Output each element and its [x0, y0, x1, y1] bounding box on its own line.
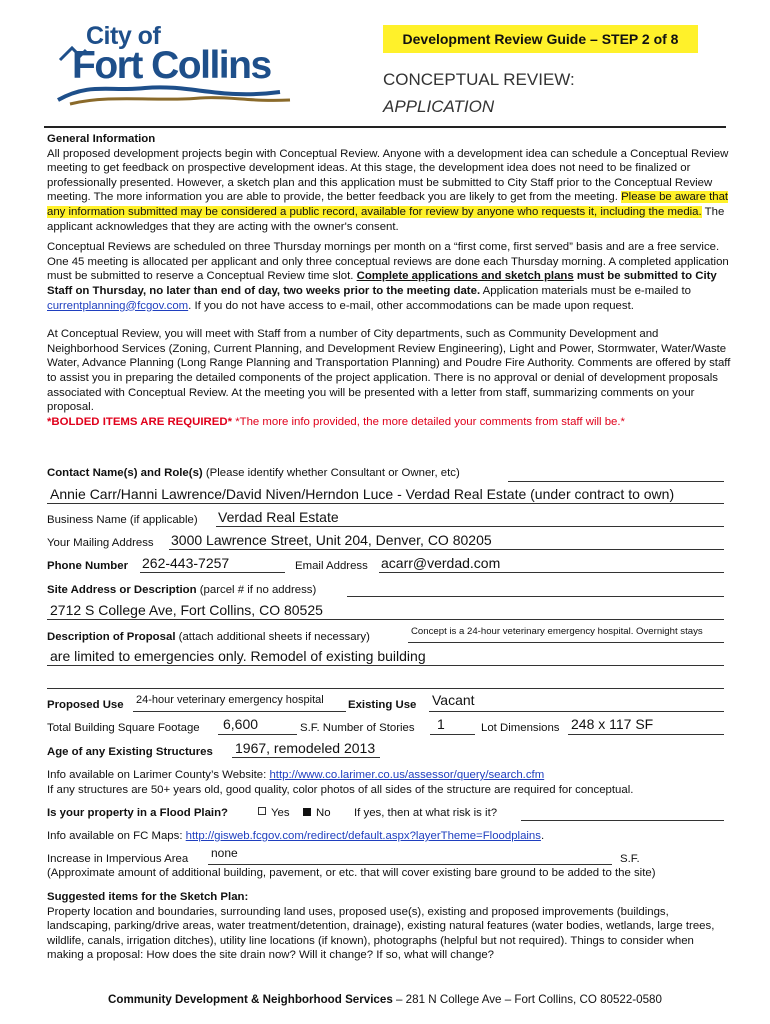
description-hint: (attach additional sheets if necessary) [178, 631, 370, 643]
photos-note: If any structures are 50+ years old, good quality, color photos of all sides of the structure are required for conceptual. [47, 784, 634, 796]
contact-label: Contact Name(s) and Role(s) [47, 467, 203, 479]
sqft-field[interactable]: 6,600 [223, 716, 259, 732]
description-underline-3 [47, 688, 724, 689]
business-label: Business Name (if applicable) [47, 514, 198, 526]
general-p2-bold: must be submitted to City Staff on Thursday, no later than end of day, two weeks prior to the meeting date. [47, 270, 717, 297]
logo-city-text: City of [86, 22, 161, 50]
general-p2: Conceptual Reviews are scheduled on three Thursday mornings per month on a “first come, first served” basis and are a free service. One 45 meeting is allocated per applicant and only three conceptual reviews are done each Thursday morning. A completed application must be submitted to reserve a Conceptual Review time slot. [47, 241, 729, 283]
contact-underline-2 [47, 503, 724, 504]
page-footer [0, 993, 770, 1006]
site-label: Site Address or Description [47, 584, 197, 596]
existing-use-field[interactable]: Vacant [432, 692, 475, 708]
contact-hint: (Please identify whether Consultant or Owner, etc) [205, 467, 460, 479]
contact-label-group [47, 467, 460, 479]
email-link[interactable]: currentplanning@fcgov.com [47, 299, 189, 312]
lot-field[interactable]: 248 x 117 SF [571, 716, 654, 732]
site-field[interactable]: 2712 S College Ave, Fort Collins, CO 80525 [50, 602, 323, 618]
mailing-label: Your Mailing Address [47, 537, 154, 549]
flood-yes-option[interactable] [258, 807, 290, 819]
sqft-underline [218, 734, 297, 735]
impervious-label: Increase in Impervious Area [47, 853, 189, 865]
mailing-underline [169, 549, 724, 550]
footer-address: – 281 N College Ave – Fort Collins, CO 80522-0580 [392, 993, 662, 1006]
footer-dept: Community Development & Neighborhood Services [108, 993, 393, 1006]
email-underline [379, 572, 724, 573]
description-underline [408, 642, 724, 643]
flood-risk-underline[interactable] [521, 820, 724, 821]
business-underline [216, 526, 724, 527]
age-field[interactable]: 1967, remodeled 2013 [235, 740, 376, 756]
phone-field[interactable]: 262-443-7257 [142, 555, 230, 571]
age-label: Age of any Existing Structures [47, 746, 213, 758]
sketch-heading: Suggested items for the Sketch Plan: [47, 891, 249, 903]
larimer-info [47, 769, 544, 781]
flood-yes-checkbox[interactable] [258, 807, 266, 815]
page-title: CONCEPTUAL REVIEW: [383, 70, 575, 89]
general-p1-consent: The applicant acknowledges that they are acting with the owner's consent. [47, 205, 725, 233]
lot-underline [568, 734, 724, 735]
general-information-section [47, 132, 732, 429]
impervious-unit: S.F. [620, 853, 640, 865]
site-label-group [47, 584, 316, 596]
phone-label: Phone Number [47, 560, 129, 572]
description-label: Description of Proposal [47, 631, 176, 643]
flood-yes-label: Yes [271, 807, 290, 819]
more-info-notice: *The more info provided, the more detailed your comments from staff will be.* [235, 415, 625, 428]
proposed-use-underline [133, 711, 346, 712]
mailing-field[interactable]: 3000 Lawrence Street, Unit 204, Denver, CO 80205 [171, 532, 492, 548]
email-field[interactable]: acarr@verdad.com [381, 555, 501, 571]
stories-label: S.F. Number of Stories [300, 722, 415, 734]
site-hint: (parcel # if no address) [199, 584, 317, 596]
fcmaps-text: Info available on FC Maps: [47, 830, 183, 842]
sketch-text: Property location and boundaries, surrounding land uses, proposed use(s), existing and proposed improvements (buildings, landscaping, parking/drive areas, water treatment/detention, drainage), existing natural features (water bodies, wetlands, large trees, wildlife, canals, irrigation ditches), utility line locations (if known), photographs (helpful but not required). Things to consider when making a proposal: How does the site drain now? Will it change? If so, what will change? [47, 905, 715, 962]
site-underline-2 [47, 619, 724, 620]
flood-no-option[interactable] [303, 807, 331, 819]
general-p3: At Conceptual Review, you will meet with Staff from a number of City departments, such as Community Development and Neighborhood Services (Zoning, Current Planning, and Development Review Engineering), Light and Power, Stormwater, Water/Waste Water, Advance Planning (Long Range Planning and Transportation Planning) and Poudre Fire Authority. Comments are offered by staff to assist you in preparing the detailed components of the project application. There is no approval or denial of development proposals associated with Conceptual Review. At the meeting you will be presented with a letter from staff, summarizing comments on your proposal. [47, 328, 731, 414]
flood-no-label: No [316, 807, 331, 819]
proposed-use-field[interactable]: 24-hour veterinary emergency hospital [136, 694, 324, 706]
age-underline [232, 757, 380, 758]
contact-field[interactable]: Annie Carr/Hanni Lawrence/David Niven/Herndon Luce - Verdad Real Estate (under contract to own) [50, 486, 675, 502]
business-field[interactable]: Verdad Real Estate [218, 509, 339, 525]
description-label-group [47, 631, 370, 643]
required-notice: *BOLDED ITEMS ARE REQUIRED* [47, 415, 233, 428]
existing-use-underline [429, 711, 724, 712]
description-underline-2 [47, 665, 724, 666]
header-divider [44, 126, 726, 128]
description-field-line1[interactable]: Concept is a 24-hour veterinary emergency hospital. Overnight stays [411, 626, 703, 637]
larimer-link[interactable]: http://www.co.larimer.co.us/assessor/query/search.cfm [269, 769, 545, 781]
sqft-label: Total Building Square Footage [47, 722, 200, 734]
contact-underline [508, 481, 724, 482]
site-underline [347, 596, 724, 597]
public-record-notice: Please be aware that any information submitted may be considered a public record, available for review by anyone who requests it, including the media. [47, 191, 729, 218]
impervious-field[interactable]: none [211, 846, 238, 860]
impervious-note: (Approximate amount of additional building, pavement, or etc. that will cover existing bare ground to be added to the site) [47, 867, 656, 879]
lot-label: Lot Dimensions [481, 722, 560, 734]
general-p2-bold-underline: Complete applications and sketch plans [356, 270, 574, 283]
proposed-use-label: Proposed Use [47, 699, 124, 711]
page-subtitle: APPLICATION [383, 97, 495, 116]
description-field-line2[interactable]: are limited to emergencies only. Remodel of existing building [50, 648, 426, 664]
flood-risk-label: If yes, then at what risk is it? [354, 807, 498, 819]
step-indicator: Development Review Guide – STEP 2 of 8 [383, 25, 698, 53]
existing-use-label: Existing Use [348, 699, 417, 711]
general-p2-email-text: Application materials must be e-mailed to [482, 284, 691, 297]
fcmaps-link[interactable]: http://gisweb.fcgov.com/redirect/default.aspx?layerTheme=Floodplains [185, 830, 541, 842]
fcmaps-info: Info available on FC Maps: http://gisweb.fcgov.com/redirect/default.aspx?layerTheme=Floodplains. [47, 830, 545, 842]
phone-underline [140, 572, 285, 573]
sketch-plan-section [47, 890, 732, 963]
general-p1: All proposed development projects begin with Conceptual Review. Anyone with a development idea can schedule a Conceptual Review meeting to get feedback on prospective development ideas. At this stage, the development idea does not need to be finalized or professionally presented. However, a sketch plan and this application must be submitted to City Staff prior to the Conceptual Review meeting. The more information you are able to provide, the better feedback you are likely to get from the meeting. [47, 147, 729, 204]
stories-underline [430, 734, 475, 735]
logo-name-text: Fort Collins [72, 44, 271, 87]
stories-field[interactable]: 1 [437, 716, 445, 732]
email-label: Email Address [295, 560, 368, 572]
flood-label: Is your property in a Flood Plain? [47, 807, 229, 819]
general-heading: General Information [47, 133, 156, 145]
general-p2-tail: . If you do not have access to e-mail, other accommodations can be made upon request. [188, 299, 634, 312]
larimer-text: Info available on Larimer County’s Website: [47, 769, 267, 781]
flood-no-checkbox[interactable] [303, 808, 311, 816]
impervious-underline [208, 864, 612, 865]
